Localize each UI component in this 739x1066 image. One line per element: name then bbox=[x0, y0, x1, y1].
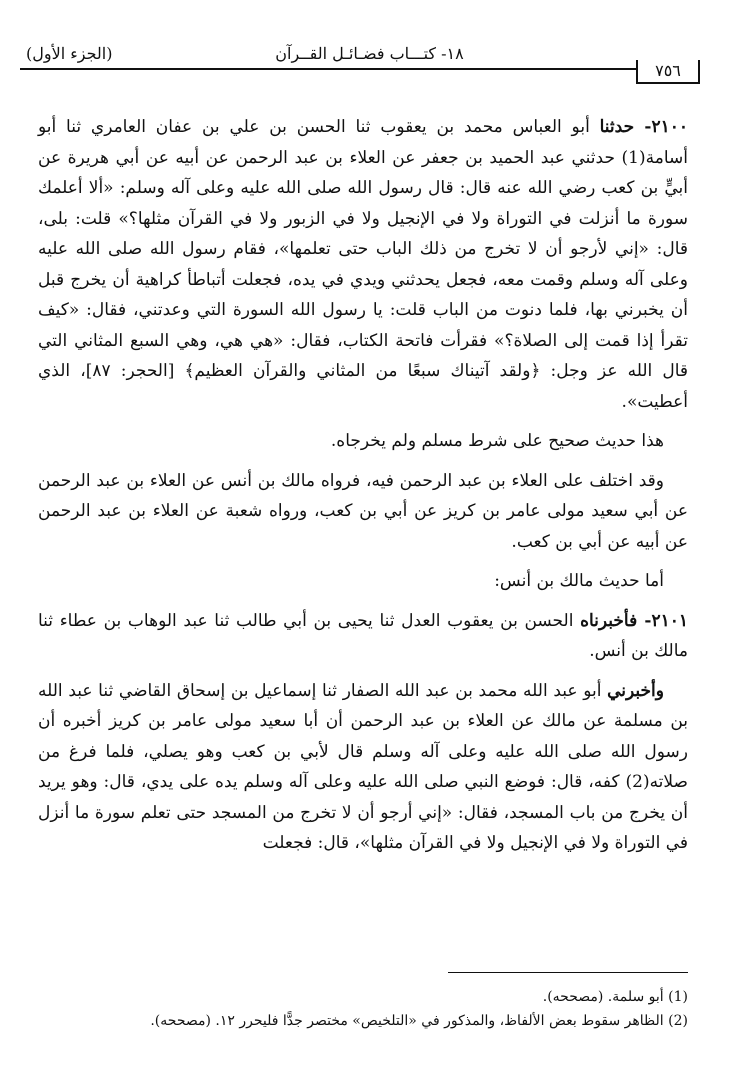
commentary-paragraph bbox=[38, 566, 688, 597]
main-text bbox=[38, 112, 688, 859]
paragraph-text: الحسن بن يعقوب العدل ثنا يحيى بن أبي طالب ثنا عبد الوهاب بن عطاء ثنا مالك بن أنس. bbox=[38, 610, 688, 661]
volume-label: (الجزء الأول) bbox=[26, 44, 113, 63]
paragraph-text: وقد اختلف على العلاء بن عبد الرحمن فيه، فرواه مالك بن أنس عن العلاء بن عبد الرحمن عن أبي سعيد مولى عامر بن كريز عن أبي بن كعب، ورواه شعبة عن العلاء بن عبد الرحمن عن أبيه عن أبي بن كعب. bbox=[38, 470, 688, 552]
paragraph-text: أما حديث مالك بن أنس: bbox=[494, 571, 664, 591]
hadith-lead: ٢١٠١- فأخبرناه bbox=[580, 610, 688, 631]
paragraph-text: أبو العباس محمد بن يعقوب ثنا الحسن بن علي بن عفان العامري ثنا أبو أسامة(1) حدثني عبد الحميد بن جعفر عن العلاء بن عبد الرحمن عن أبيه عن أبي هريرة عن أبيٍّ بن كعب رضي الله عنه قال: قال رسول الله صلى الله عليه وعلى آله وسلم: «ألا أعلمك سورة ما أنزلت في التوراة ولا في الإنجيل ولا في الزبور ولا في القرآن مثلها؟» قلت: بلى، قال: «إني لأرجو أن لا تخرج من ذلك الباب حتى تعلمها»، فقام رسول الله صلى الله عليه وعلى آله وسلم وقمت معه، فجعل يحدثني ويدي في يده، فجعلت أتباطأ كراهية أن يخرج قبل أن يخبرني بها، فلما دنوت من الباب قلت: يا رسول الله السورة التي وعدتني، فقال: «كيف تقرأ إذا قمت إلى الصلاة؟» فقرأت فاتحة الكتاب، فقال: «هي هي، وهي السبع المثاني التي قال الله عز وجل: ﴿ولقد آتيناك سبعًا من المثاني والقرآن العظيم﴾ [الحجر: ٨٧]، الذي أعطيت». bbox=[38, 117, 689, 412]
hadith-lead: ٢١٠٠- حدثنا bbox=[599, 117, 688, 137]
footnote-rule bbox=[448, 972, 688, 973]
footnotes bbox=[38, 985, 688, 1033]
paragraph-text: أبو عبد الله محمد بن عبد الله الصفار ثنا إسماعيل بن إسحاق القاضي ثنا عبد الله بن مسلمة عن مالك عن العلاء بن عبد الرحمن أن أبا سعيد مولى عامر بن كريز أخبره أن رسول الله صلى الله عليه وعلى آله وسلم قال لأبي بن كعب وهو يصلي، فلما فرغ من صلاته(2) كفه، قال: فوضع النبي صلى الله عليه وعلى آله وسلم يده على يدي، قال: وهو يريد أن يخرج من باب المسجد، فقال: «إني أرجو أن لا تخرج من المسجد حتى تعلم سورة ما أنزل في التوراة ولا في الإنجيل ولا في القرآن مثلها»، قال: فجعلت bbox=[38, 680, 688, 853]
commentary-paragraph bbox=[38, 466, 688, 558]
grading-paragraph bbox=[38, 426, 688, 457]
hadith-paragraph bbox=[38, 676, 688, 859]
paragraph-text: هذا حديث صحيح على شرط مسلم ولم يخرجاه. bbox=[330, 431, 664, 451]
chapter-title: ١٨- كتـــاب فضـائـل القــرآن bbox=[275, 44, 464, 63]
footnote: (2) الظاهر سقوط بعض الألفاظ، والمذكور في «التلخيص» مختصر جدًّا فليحرر ١٢. (مصححه). bbox=[150, 1013, 688, 1029]
header-rule bbox=[20, 68, 636, 70]
footnote: (1) أبو سلمة. (مصححه). bbox=[542, 989, 688, 1005]
hadith-paragraph bbox=[38, 606, 688, 667]
hadith-lead: وأخبرني bbox=[607, 680, 664, 701]
hadith-paragraph bbox=[38, 112, 688, 417]
running-header bbox=[20, 40, 719, 66]
page-number: ٧٥٦ bbox=[636, 60, 700, 84]
